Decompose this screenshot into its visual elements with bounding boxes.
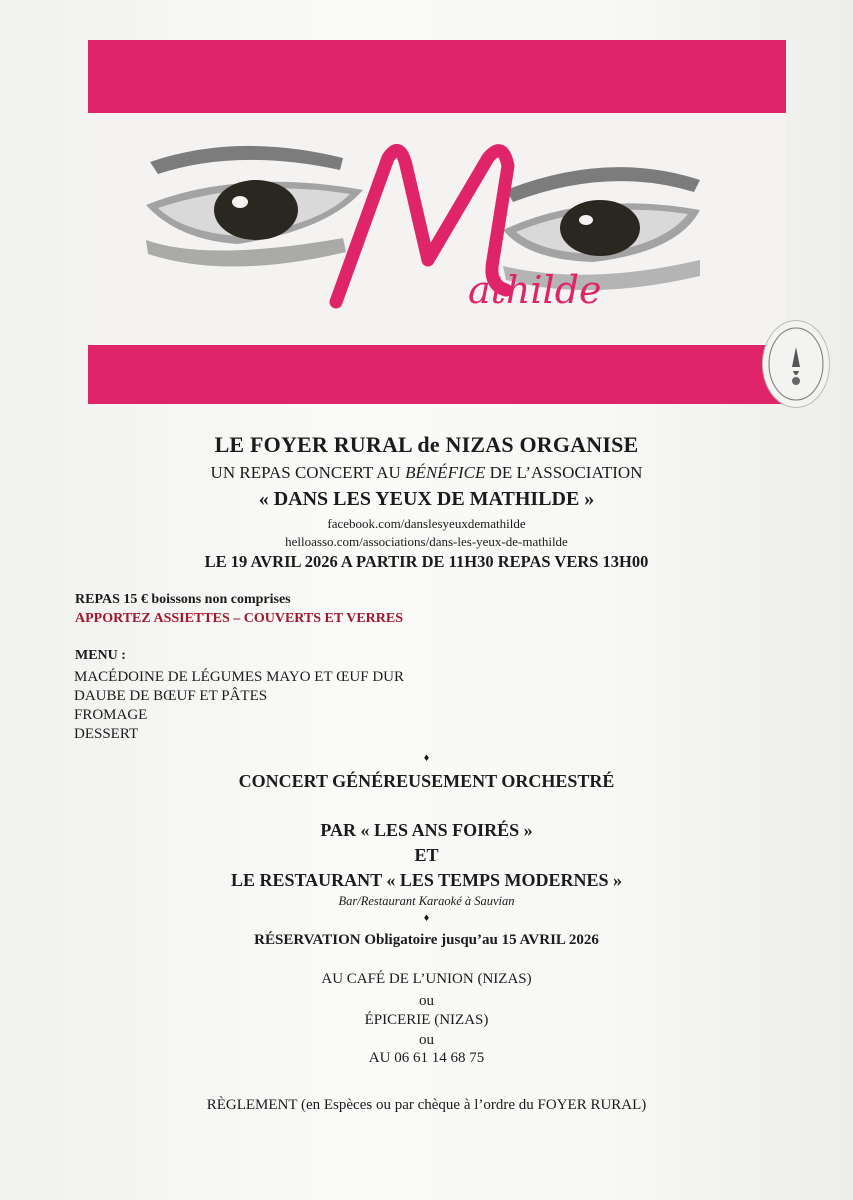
concert-title: CONCERT GÉNÉREUSEMENT ORCHESTRÉ xyxy=(238,771,615,791)
reservation-or: ou xyxy=(419,1032,434,1048)
eyes-illustration xyxy=(88,40,786,404)
concert-band: PAR « LES ANS FOIRÉS » xyxy=(320,820,533,840)
bring-dishes-note: APPORTEZ ASSIETTES – COUVERTS ET VERRES xyxy=(75,611,403,626)
menu-heading: MENU : xyxy=(75,648,126,663)
event-date: LE 19 AVRIL 2026 A PARTIR DE 11H30 REPAS VERS 13H00 xyxy=(204,552,649,571)
reservation-or: ou xyxy=(419,993,434,1009)
seal-emblem-icon xyxy=(763,321,829,407)
reservation-place-cafe: AU CAFÉ DE L’UNION (NIZAS) xyxy=(321,971,532,987)
diamond-separator-icon: ♦ xyxy=(423,912,430,924)
meal-price: REPAS 15 € boissons non comprises xyxy=(75,592,291,607)
association-name: « DANS LES YEUX DE MATHILDE » xyxy=(258,488,595,510)
helloasso-link[interactable]: helloasso.com/associations/dans-les-yeux-de-mathilde xyxy=(285,534,568,549)
concert-and: ET xyxy=(414,845,439,865)
facebook-link[interactable]: facebook.com/danslesyeuxdemathilde xyxy=(327,516,526,531)
menu-item: MACÉDOINE DE LÉGUMES MAYO ET ŒUF DUR xyxy=(74,669,405,685)
restaurant-description: Bar/Restaurant Karaoké à Sauvian xyxy=(338,894,515,908)
logo-wordmark: athilde xyxy=(468,268,602,312)
event-subtitle: UN REPAS CONCERT AU BÉNÉFICE DE L’ASSOCIATION xyxy=(210,463,643,482)
reservation-deadline: RÉSERVATION Obligatoire jusqu’au 15 AVRIL 2026 xyxy=(254,932,599,948)
reservation-place-epicerie: ÉPICERIE (NIZAS) xyxy=(364,1012,489,1028)
reservation-phone[interactable]: AU 06 61 14 68 75 xyxy=(368,1050,485,1066)
menu-item: DESSERT xyxy=(74,726,139,742)
menu-item: FROMAGE xyxy=(74,707,148,723)
menu-item: DAUBE DE BŒUF ET PÂTES xyxy=(74,688,268,704)
organizer-title: LE FOYER RURAL de NIZAS ORGANISE xyxy=(214,432,639,457)
concert-restaurant: LE RESTAURANT « LES TEMPS MODERNES » xyxy=(230,870,623,890)
diamond-separator-icon: ♦ xyxy=(423,752,430,764)
foyer-rural-seal xyxy=(762,320,830,408)
mathilde-banner xyxy=(88,40,786,404)
payment-terms: RÈGLEMENT (en Espèces ou par chèque à l’ordre du FOYER RURAL) xyxy=(206,1097,647,1113)
